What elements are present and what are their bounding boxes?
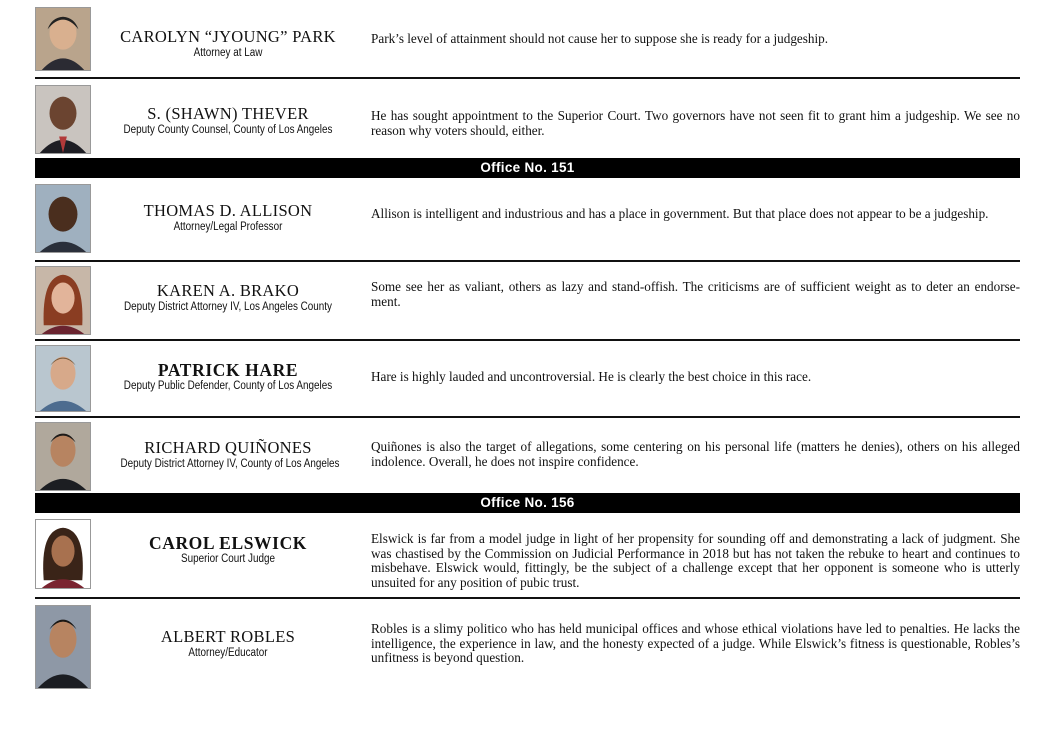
candidate-title: Deputy District Attorney IV, County of Los Angeles bbox=[120, 458, 340, 470]
candidate-title: Deputy District Attorney IV, Los Angeles County bbox=[124, 301, 332, 313]
candidate-row bbox=[35, 84, 1020, 154]
candidate-photo bbox=[35, 345, 91, 412]
candidate-namebox bbox=[103, 28, 353, 60]
candidate-namebox bbox=[103, 534, 353, 566]
candidate-comment: Park’s level of attainment should not cause her to suppose she is ready for a judgeship. bbox=[371, 31, 829, 46]
candidate-namebox bbox=[103, 282, 353, 314]
candidate-title: Superior Court Judge bbox=[180, 553, 276, 565]
candidate-name: KAREN A. BRAKO bbox=[156, 281, 300, 300]
candidate-photo bbox=[35, 422, 91, 491]
candidate-name: PATRICK HARE bbox=[157, 360, 299, 380]
candidate-title: Attorney/Educator bbox=[188, 647, 268, 659]
candidate-namebox bbox=[103, 105, 353, 137]
candidate-name: RICHARD QUIÑONES bbox=[144, 438, 312, 457]
candidate-row bbox=[35, 604, 1020, 690]
candidate-comment: Hare is highly lauded and uncontroversial. He is clearly the best choice in this race. bbox=[371, 369, 812, 384]
candidate-title: Attorney/Legal Professor bbox=[173, 221, 283, 233]
candidate-photo bbox=[35, 85, 91, 154]
office-banner: Office No. 156 bbox=[35, 493, 1020, 513]
divider bbox=[35, 339, 1020, 341]
divider bbox=[35, 416, 1020, 418]
candidate-name: ALBERT ROBLES bbox=[160, 627, 296, 646]
candidate-row bbox=[35, 421, 1020, 491]
candidate-namebox bbox=[103, 202, 353, 234]
office-banner: Office No. 151 bbox=[35, 158, 1020, 178]
candidate-name: CAROLYN “JYOUNG” PARK bbox=[120, 27, 336, 46]
candidate-photo bbox=[35, 519, 91, 589]
divider bbox=[35, 597, 1020, 599]
candidate-row bbox=[35, 6, 1020, 72]
candidate-title: Deputy County Counsel, County of Los Angeles bbox=[123, 124, 333, 136]
divider bbox=[35, 260, 1020, 262]
candidate-comment: Allison is intelligent and industrious and has a place in government. But that place does not appear to be a judgeship. bbox=[371, 206, 989, 221]
candidate-row bbox=[35, 344, 1020, 412]
candidate-row bbox=[35, 265, 1020, 335]
candidate-photo bbox=[35, 7, 91, 71]
candidate-row bbox=[35, 183, 1020, 253]
candidate-name: THOMAS D. ALLISON bbox=[143, 201, 313, 220]
candidate-namebox bbox=[103, 628, 353, 660]
candidate-comment: Quiñones is also the target of allegations, some centering on his personal life (matters he denies), others on his alleged indolence. Overall, he does not inspire confidence. bbox=[371, 439, 1020, 469]
candidate-photo bbox=[35, 184, 91, 253]
candidate-name: CAROL ELSWICK bbox=[148, 533, 308, 553]
candidate-title: Deputy Public Defender, County of Los Angeles bbox=[123, 380, 333, 392]
candidate-name: S. (SHAWN) THEVER bbox=[147, 104, 309, 123]
candidate-comment: He has sought appointment to the Superior Court. Two governors have not seen fit to grant him a judgeship. We see no reason why voters should, either. bbox=[371, 108, 1020, 138]
candidate-title: Attorney at Law bbox=[193, 47, 263, 59]
candidate-comment: Robles is a slimy politico who has held municipal offices and whose ethical violations have led to penalties. He lacks the intelligence, the experience in law, and the honesty expected of a judge. While Elswick’s fitness is questionable, Robles’s unfitness is beyond question. bbox=[371, 621, 1020, 666]
candidate-photo bbox=[35, 605, 91, 689]
candidate-namebox bbox=[103, 361, 353, 393]
candidate-comment: Some see her as valiant, others as lazy and stand-offish. The criticisms are of sufficient weight as to deter an endorse-ment. bbox=[371, 279, 1020, 309]
candidate-comment: Elswick is far from a model judge in light of her propensity for sounding off and demonstrating a lack of judgment. She was chastised by the Commission on Judicial Performance in 2018 but has not taken the rebuke to heart and continues to misbehave. Elswick would, fittingly, be the subject of a challenge except that her opponent is someone who is utterly unsuited for any position of pubic trust. bbox=[371, 531, 1020, 590]
candidate-photo bbox=[35, 266, 91, 335]
divider bbox=[35, 77, 1020, 79]
candidate-row bbox=[35, 519, 1020, 591]
candidate-namebox bbox=[103, 439, 353, 471]
